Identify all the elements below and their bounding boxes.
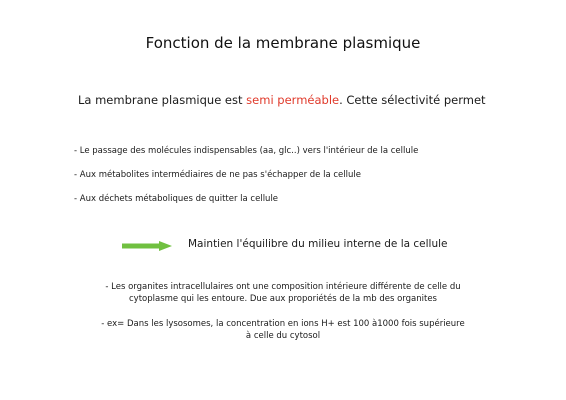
note-organites	[0, 281, 566, 305]
conclusion-text: Maintien l'équilibre du milieu interne de la cellule	[188, 238, 448, 250]
bullet-item: - Aux déchets métaboliques de quitter la cellule	[74, 194, 279, 204]
bullet-item: - Le passage des molécules indispensables (aa, glc..) vers l'intérieur de la cellule	[74, 146, 419, 156]
intro-highlight: semi perméable	[246, 93, 340, 107]
bullet-item: - Aux métabolites intermédiaires de ne pas s'échapper de la cellule	[74, 170, 361, 180]
intro-text-after: . Cette sélectivité permet	[339, 93, 486, 107]
note-line: - Les organites intracellulaires ont une composition intérieure différente de celle du	[105, 282, 461, 292]
conclusion-row	[122, 238, 452, 254]
note-line: - ex= Dans les lysosomes, la concentration en ions H+ est 100 à1000 fois supérieure	[101, 319, 465, 329]
right-arrow-icon	[122, 241, 172, 251]
note-lysosomes	[0, 318, 566, 342]
slide-title: Fonction de la membrane plasmique	[145, 34, 421, 52]
intro-text-before: La membrane plasmique est	[78, 93, 247, 107]
note-line: cytoplasme qui les entoure. Due aux proporiétés de la mb des organites	[129, 294, 437, 304]
note-line: à celle du cytosol	[245, 331, 321, 341]
intro-sentence	[78, 93, 486, 107]
